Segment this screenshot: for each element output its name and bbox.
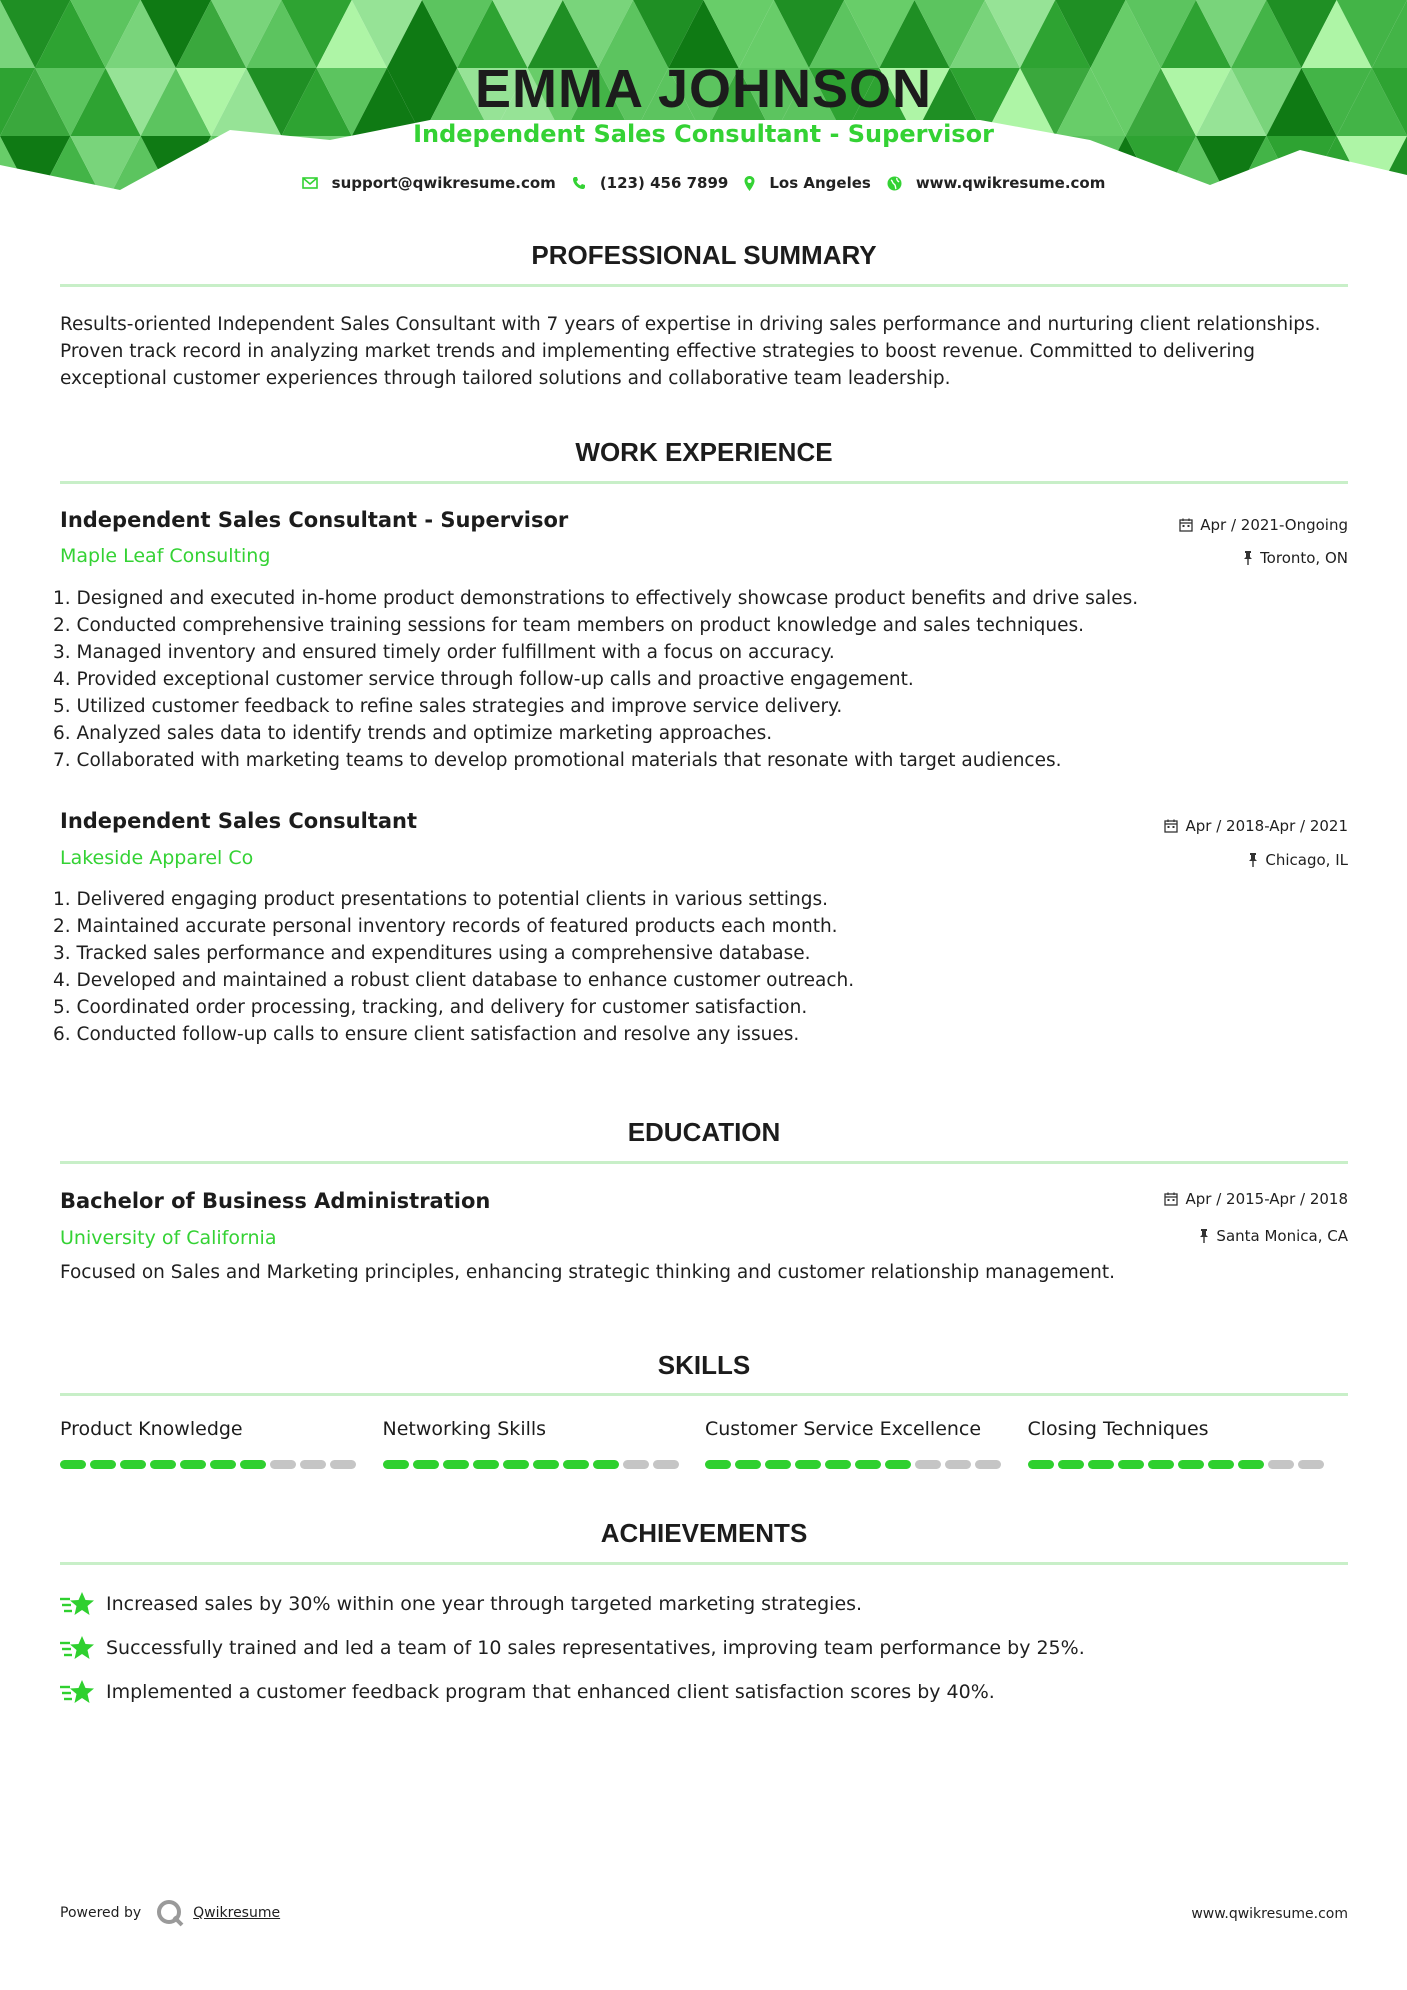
- skill-segment-filled: [60, 1460, 86, 1469]
- skill-item: [1028, 1418, 1351, 1469]
- skill-segment-filled: [1028, 1460, 1054, 1469]
- skill-segment-filled: [443, 1460, 469, 1469]
- calendar-icon: [1164, 1192, 1178, 1206]
- achievement-item: [60, 1590, 1350, 1618]
- section-divider: [60, 1562, 1348, 1565]
- skill-segment-filled: [593, 1460, 619, 1469]
- skill-segment-filled: [210, 1460, 236, 1469]
- job-title: Independent Sales Consultant: [60, 809, 418, 833]
- skill-segment-empty: [623, 1460, 649, 1469]
- footer-url[interactable]: www.qwikresume.com: [1191, 1906, 1348, 1922]
- job-dates: [1164, 817, 1348, 835]
- skill-segment-empty: [330, 1460, 356, 1469]
- skill-segment-empty: [1298, 1460, 1324, 1469]
- contact-website[interactable]: [887, 174, 1106, 192]
- contact-location: [744, 174, 870, 192]
- list-item: 1. Designed and executed in-home product demonstrations to effectively showcase product benefits and drive sales.: [53, 588, 1139, 609]
- contact-website-text: www.qwikresume.com: [915, 174, 1106, 192]
- skill-segment-filled: [765, 1460, 791, 1469]
- section-title-experience: WORK EXPERIENCE: [575, 437, 833, 467]
- skill-segment-filled: [533, 1460, 559, 1469]
- section-divider: [60, 481, 1348, 484]
- contact-phone[interactable]: [572, 174, 729, 192]
- job-location: [1243, 549, 1348, 567]
- education-dates-text: Apr / 2015-Apr / 2018: [1185, 1190, 1348, 1208]
- list-item: 1. Delivered engaging product presentations to potential clients in various settings.: [53, 889, 828, 910]
- skill-segment-filled: [825, 1460, 851, 1469]
- skill-segment-filled: [795, 1460, 821, 1469]
- skill-segment-filled: [705, 1460, 731, 1469]
- list-item: 6. Analyzed sales data to identify trends and optimize marketing approaches.: [53, 723, 773, 744]
- footer-branding: [60, 1898, 280, 1928]
- shooting-star-icon: [60, 1590, 94, 1618]
- company-name: Lakeside Apparel Co: [60, 847, 254, 869]
- contact-email[interactable]: [302, 174, 556, 192]
- powered-by-label: Powered by: [60, 1905, 142, 1921]
- candidate-role: Independent Sales Consultant - Supervisor: [413, 120, 994, 148]
- qwikresume-link[interactable]: Qwikresume: [193, 1905, 281, 1921]
- pushpin-icon: [1243, 551, 1253, 565]
- summary-text: Results-oriented Independent Sales Consultant with 7 years of expertise in driving sales performance and nurturing client relationships. Proven track record in analyzing market trends and implementing effective strategies to boost revenue. Committed to delivering exceptional customer experiences through tailored solutions and collaborative team leadership.: [60, 314, 1321, 389]
- skill-segment-filled: [150, 1460, 176, 1469]
- list-item: 5. Utilized customer feedback to refine sales strategies and improve service delivery.: [53, 696, 843, 717]
- skill-name: Closing Techniques: [1027, 1418, 1209, 1440]
- skill-segment-filled: [885, 1460, 911, 1469]
- section-divider: [60, 1393, 1348, 1396]
- map-pin-icon: [744, 176, 755, 191]
- skill-name: Networking Skills: [382, 1418, 547, 1440]
- qwikresume-logo-icon: [155, 1898, 185, 1928]
- phone-icon: [572, 176, 586, 190]
- skill-item: [383, 1418, 706, 1469]
- skill-segment-filled: [1088, 1460, 1114, 1469]
- list-item: 5. Coordinated order processing, tracking, and delivery for customer satisfaction.: [53, 997, 808, 1018]
- section-title-achievements: ACHIEVEMENTS: [600, 1518, 808, 1548]
- pushpin-icon: [1199, 1229, 1209, 1243]
- skill-segment-filled: [120, 1460, 146, 1469]
- list-item: 2. Conducted comprehensive training sessions for team members on product knowledge and sales techniques.: [53, 615, 1085, 636]
- globe-icon: [887, 176, 902, 191]
- skill-segment-filled: [1148, 1460, 1174, 1469]
- skill-segment-empty: [915, 1460, 941, 1469]
- skill-segment-filled: [503, 1460, 529, 1469]
- skill-segment-filled: [1118, 1460, 1144, 1469]
- achievement-item: [60, 1634, 1350, 1662]
- skill-segment-filled: [1238, 1460, 1264, 1469]
- list-item: 6. Conducted follow-up calls to ensure client satisfaction and resolve any issues.: [53, 1024, 800, 1045]
- contact-bar: [0, 174, 1407, 192]
- section-divider: [60, 1161, 1348, 1164]
- skill-segment-filled: [180, 1460, 206, 1469]
- calendar-icon: [1164, 819, 1178, 833]
- skill-segment-empty: [300, 1460, 326, 1469]
- skill-segment-filled: [735, 1460, 761, 1469]
- job-bullets: [53, 585, 1353, 774]
- skill-segment-empty: [1268, 1460, 1294, 1469]
- section-title-skills: SKILLS: [657, 1350, 751, 1380]
- education-dates: [1164, 1190, 1348, 1208]
- skill-segment-empty: [945, 1460, 971, 1469]
- job-title: Independent Sales Consultant - Supervisor: [60, 508, 569, 532]
- section-title-education: EDUCATION: [627, 1117, 781, 1147]
- job-location: [1248, 851, 1348, 869]
- education-description: Focused on Sales and Marketing principles, enhancing strategic thinking and customer relationship management.: [60, 1262, 1115, 1283]
- skill-item: [705, 1418, 1028, 1469]
- achievement-text: Increased sales by 30% within one year through targeted marketing strategies.: [106, 1593, 863, 1615]
- job-location-text: Toronto, ON: [1260, 549, 1348, 567]
- education-location: [1199, 1227, 1348, 1245]
- contact-location-text: Los Angeles: [769, 174, 871, 192]
- list-item: 3. Managed inventory and ensured timely order fulfillment with a focus on accuracy.: [53, 642, 835, 663]
- skill-segment-filled: [90, 1460, 116, 1469]
- contact-phone-text: (123) 456 7899: [599, 174, 729, 192]
- skill-segment-filled: [1178, 1460, 1204, 1469]
- envelope-icon: [302, 177, 318, 189]
- skill-segment-empty: [653, 1460, 679, 1469]
- skill-level-bar: [60, 1460, 383, 1469]
- skill-segment-filled: [855, 1460, 881, 1469]
- job-location-text: Chicago, IL: [1265, 851, 1348, 869]
- skill-item: [60, 1418, 383, 1469]
- company-name: Maple Leaf Consulting: [60, 545, 271, 567]
- job-bullets: [53, 886, 1353, 1048]
- list-item: 2. Maintained accurate personal inventory records of featured products each month.: [53, 916, 838, 937]
- skill-segment-filled: [240, 1460, 266, 1469]
- shooting-star-icon: [60, 1634, 94, 1662]
- skills-grid: [60, 1418, 1350, 1469]
- job-dates-text: Apr / 2021-Ongoing: [1200, 516, 1348, 534]
- achievement-text: Successfully trained and led a team of 10 sales representatives, improving team performance by 25%.: [106, 1637, 1085, 1659]
- skill-level-bar: [383, 1460, 706, 1469]
- degree-title: Bachelor of Business Administration: [60, 1189, 491, 1213]
- skill-segment-filled: [383, 1460, 409, 1469]
- list-item: 4. Provided exceptional customer service through follow-up calls and proactive engagement.: [53, 669, 914, 690]
- section-title-summary: PROFESSIONAL SUMMARY: [531, 240, 877, 270]
- candidate-name: EMMA JOHNSON: [474, 59, 933, 119]
- skill-segment-filled: [563, 1460, 589, 1469]
- achievement-item: [60, 1678, 1350, 1706]
- list-item: 4. Developed and maintained a robust client database to enhance customer outreach.: [53, 970, 855, 991]
- skill-segment-empty: [975, 1460, 1001, 1469]
- list-item: 7. Collaborated with marketing teams to develop promotional materials that resonate with target audiences.: [53, 750, 1062, 771]
- skill-segment-filled: [473, 1460, 499, 1469]
- achievement-text: Implemented a customer feedback program that enhanced client satisfaction scores by 40%.: [106, 1681, 995, 1703]
- skill-level-bar: [705, 1460, 1028, 1469]
- skill-level-bar: [1028, 1460, 1351, 1469]
- education-location-text: Santa Monica, CA: [1216, 1227, 1348, 1245]
- section-divider: [60, 284, 1348, 287]
- job-dates: [1179, 516, 1348, 534]
- skill-segment-filled: [413, 1460, 439, 1469]
- skill-name: Product Knowledge: [60, 1418, 243, 1440]
- shooting-star-icon: [60, 1678, 94, 1706]
- school-name: University of California: [60, 1227, 277, 1249]
- skill-segment-filled: [1058, 1460, 1084, 1469]
- job-dates-text: Apr / 2018-Apr / 2021: [1185, 817, 1348, 835]
- skill-segment-filled: [1208, 1460, 1234, 1469]
- skill-name: Customer Service Excellence: [705, 1418, 982, 1440]
- skill-segment-empty: [270, 1460, 296, 1469]
- pushpin-icon: [1248, 853, 1258, 867]
- list-item: 3. Tracked sales performance and expenditures using a comprehensive database.: [53, 943, 811, 964]
- contact-email-text: support@qwikresume.com: [331, 174, 556, 192]
- calendar-icon: [1179, 518, 1193, 532]
